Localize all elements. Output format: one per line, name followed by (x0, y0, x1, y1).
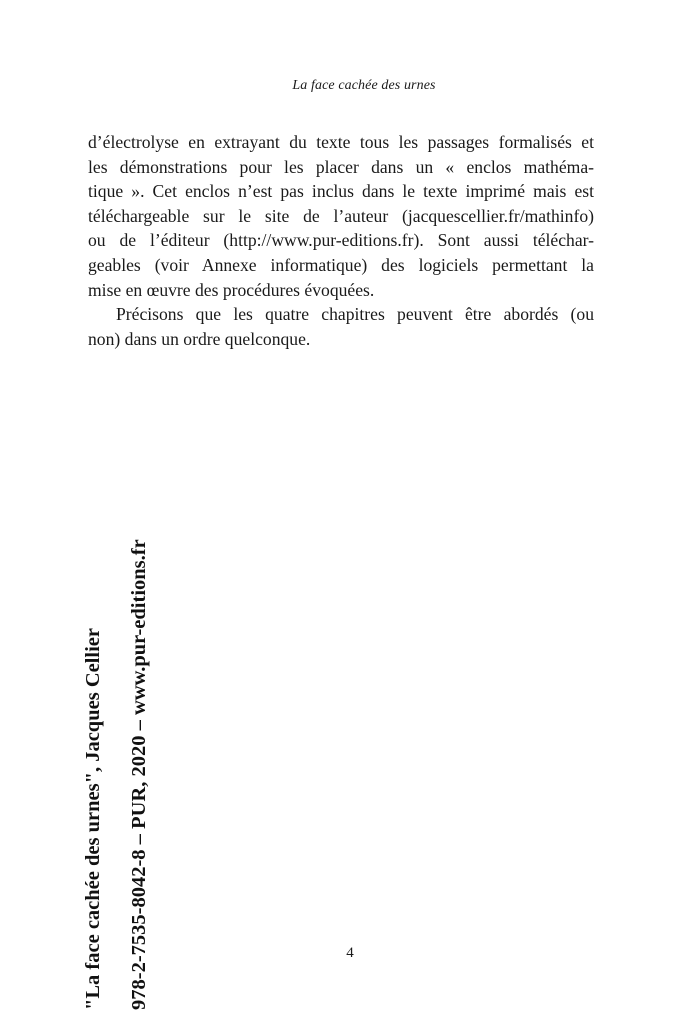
page-number: 4 (346, 945, 354, 961)
stamp-isbn-publisher: 978-2-7535-8042-8 – PUR, 2020 – www.pur-editions.fr (128, 539, 150, 1010)
text-line: d’électrolyse en extrayant du texte tous les passages formalisés et (88, 132, 594, 152)
stamp-title-author: "La face cachée des urnes", Jacques Cellier (82, 627, 104, 1010)
running-header: La face cachée des urnes (292, 78, 436, 93)
paragraph-2 (88, 302, 594, 351)
text-line: Précisons que les quatre chapitres peuvent être abordés (ou (116, 304, 594, 325)
text-line: non) dans un ordre quelconque. (88, 328, 311, 349)
text-line: les démonstrations pour les placer dans un « enclos mathéma- (88, 156, 594, 177)
body-text (88, 130, 594, 351)
copyright-stamp (70, 539, 162, 1010)
text-line: téléchargeable sur le site de l’auteur (jacquescellier.fr/mathinfo) (88, 205, 594, 226)
text-line: ou de l’éditeur (http://www.pur-editions.fr). Sont aussi téléchar- (88, 230, 594, 251)
text-line: mise en œuvre des procédures évoquées. (88, 279, 375, 300)
paragraph-1 (88, 130, 594, 302)
text-line: tique ». Cet enclos n’est pas inclus dans le texte imprimé mais est (88, 181, 594, 202)
text-line: geables (voir Annexe informatique) des logiciels permettant la (88, 254, 594, 275)
